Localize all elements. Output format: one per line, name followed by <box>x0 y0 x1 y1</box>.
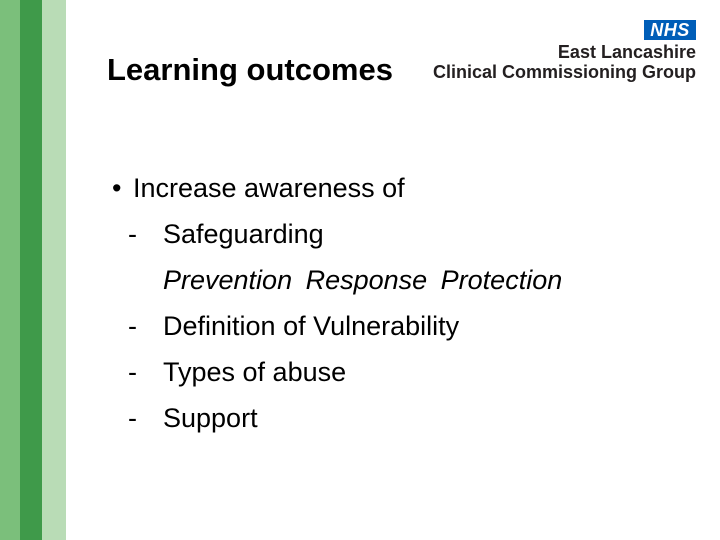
nhs-badge: NHS <box>644 20 696 40</box>
sub-item-text: Types of abuse <box>163 357 347 387</box>
logo-org-line1: East Lancashire <box>557 42 696 62</box>
bullet-text: Increase awareness of <box>133 173 405 203</box>
decorative-stripe-dark <box>20 0 42 540</box>
decorative-stripe-light <box>0 0 20 540</box>
dash-marker: - <box>128 403 137 433</box>
bullet-marker: • <box>112 173 122 203</box>
sub-item-italic-text: Prevention Response Protection <box>163 265 563 295</box>
decorative-stripe-pale <box>42 0 66 540</box>
slide-title: Learning outcomes <box>107 52 393 87</box>
logo-org-line2: Clinical Commissioning Group <box>432 62 696 82</box>
sub-item-text: Definition of Vulnerability <box>163 311 460 341</box>
sub-item-text: Support <box>163 403 258 433</box>
sub-item-text: Safeguarding <box>163 219 324 249</box>
dash-marker: - <box>128 311 137 341</box>
nhs-logo <box>396 20 696 84</box>
dash-marker: - <box>128 357 137 387</box>
dash-marker: - <box>128 219 137 249</box>
